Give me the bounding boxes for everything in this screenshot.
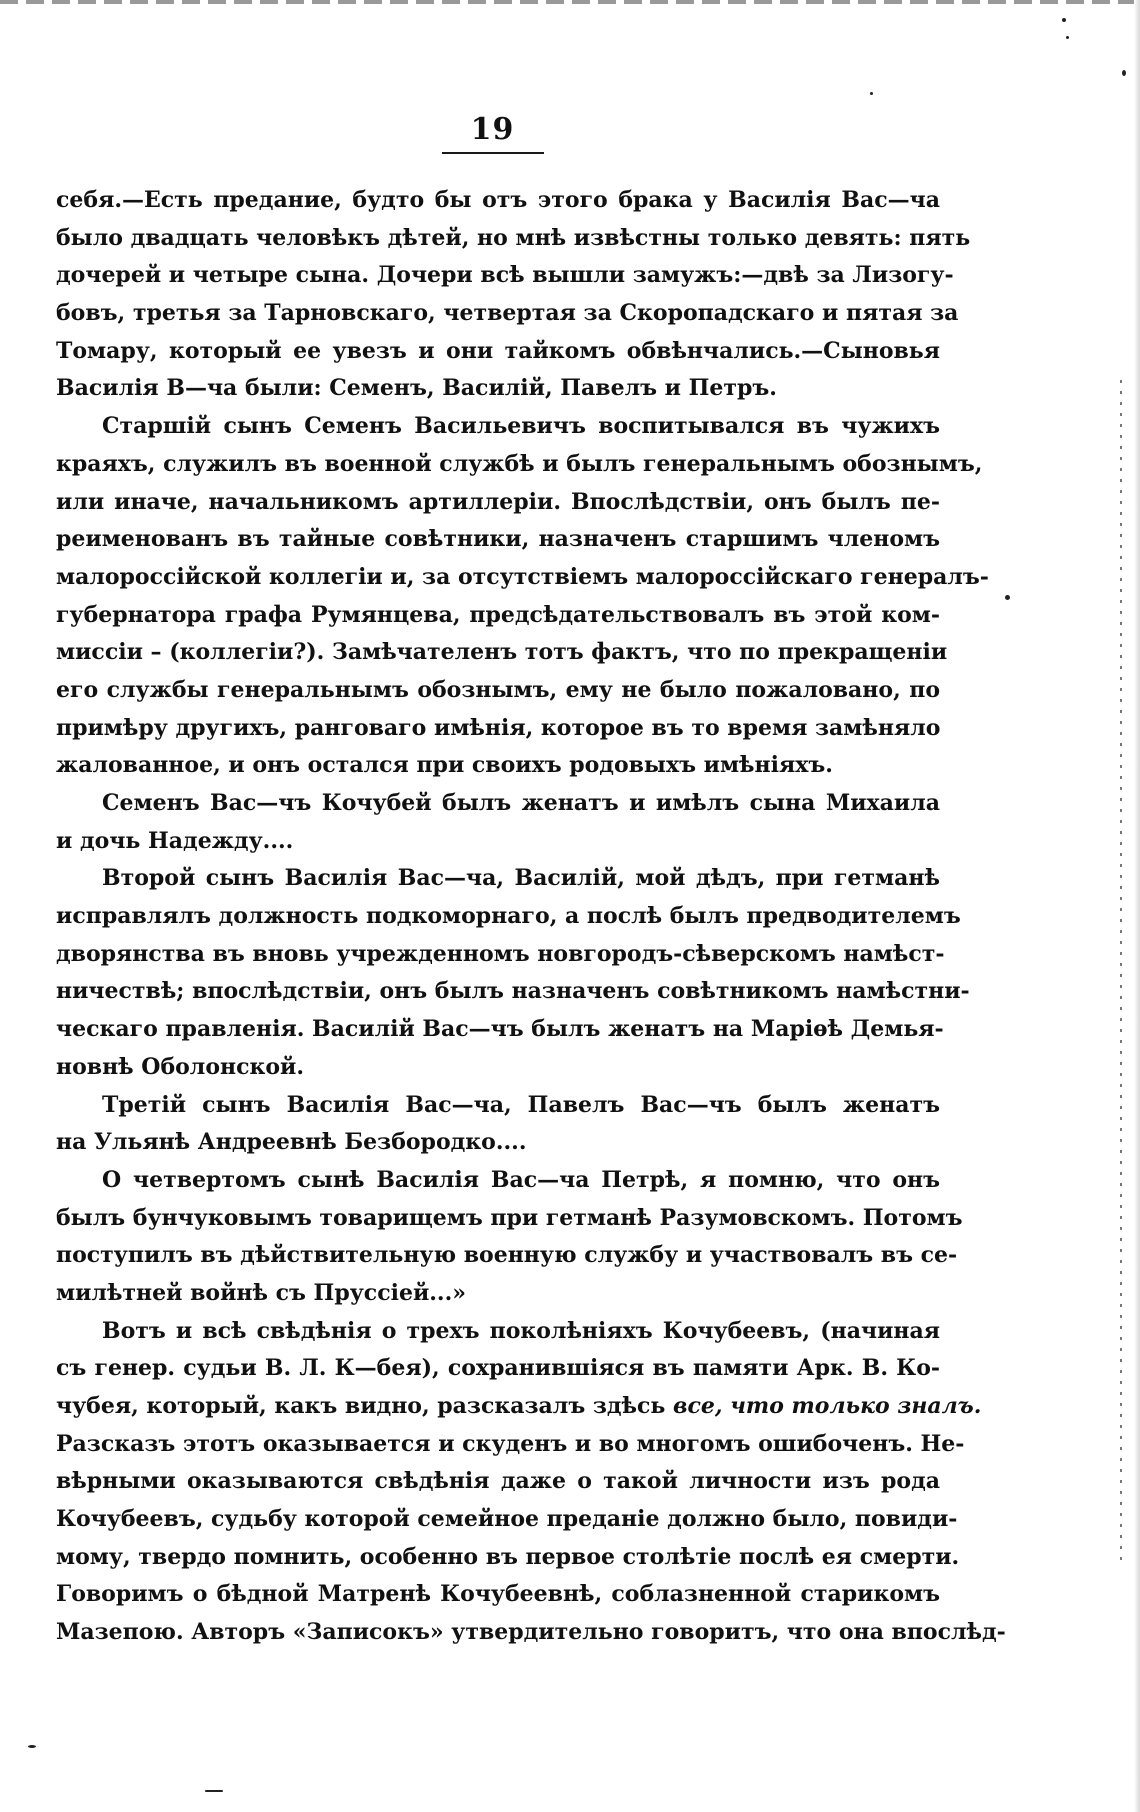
- text-line: ничествѣ; впослѣдствіи, онъ былъ назначенъ совѣтникомъ намѣстни-: [56, 978, 970, 1005]
- scan-speck: [205, 1790, 223, 1792]
- text-line: дочерей и четыре сына. Дочери всѣ вышли замужъ:—двѣ за Лизогу-: [56, 262, 954, 289]
- text-line: примѣру другихъ, ранговаго имѣнія, которое въ то время замѣняло: [56, 714, 941, 741]
- text-line: Томару, который ее увезъ и они тайкомъ обвѣнчались.—Сыновья: [56, 337, 940, 364]
- text-line: ческаго правленія. Василій Вас—чъ былъ женатъ на Маріѳѣ Демья-: [56, 1016, 944, 1043]
- text-line: Говоримъ о бѣдной Матренѣ Кочубеевнѣ, соблазненной старикомъ: [56, 1581, 940, 1608]
- text-segment: чубея, который, какъ видно, разсказалъ здѣсь: [56, 1393, 666, 1419]
- scan-speck: [870, 92, 873, 95]
- page-number-underline: [442, 152, 544, 154]
- text-line: малороссійской коллегіи и, за отсутствіемъ малороссійскаго генералъ-: [56, 563, 989, 590]
- text-line: былъ бунчуковымъ товарищемъ при гетманѣ Разумовскомъ. Потомъ: [56, 1204, 963, 1231]
- scan-top-edge: [0, 0, 1140, 4]
- text-line: Семенъ Вас—чъ Кочубей былъ женатъ и имѣлъ сына Михаила: [102, 790, 940, 816]
- scan-right-edge: [1134, 0, 1140, 1812]
- text-line: или иначе, начальникомъ артиллеріи. Впослѣдствіи, онъ былъ пе-: [56, 488, 940, 515]
- text-line: исправлялъ должность подкоморнаго, а послѣ былъ предводителемъ: [56, 903, 961, 930]
- text-line: реименованъ въ тайные совѣтники, назначенъ старшимъ членомъ: [56, 526, 940, 553]
- text-line: Третій сынъ Василія Вас—ча, Павелъ Вас—чъ былъ женатъ: [102, 1091, 940, 1118]
- scan-speck: [1066, 36, 1069, 39]
- scan-speck: [1005, 595, 1010, 600]
- emphasized-text: все, что только зналъ.: [673, 1393, 982, 1419]
- text-line: О четвертомъ сынѣ Василія Вас—ча Петрѣ, я помню, что онъ: [102, 1166, 940, 1193]
- text-line: Вотъ и всѣ свѣдѣнія о трехъ поколѣніяхъ Кочубеевъ, (начиная: [102, 1317, 940, 1344]
- text-line: себя.—Есть предание, будто бы отъ этого брака у Василія Вас—ча: [56, 187, 940, 213]
- text-line: на Ульянѣ Андреевнѣ Безбородко....: [56, 1129, 527, 1156]
- text-line: Разсказъ этотъ оказывается и скуденъ и во многомъ ошибоченъ. Не-: [56, 1430, 965, 1457]
- text-line: милѣтней войнѣ съ Пруссіей...»: [56, 1279, 466, 1306]
- body-text: [56, 182, 1006, 1652]
- text-line: миссіи – (коллегіи?). Замѣчателенъ тотъ фактъ, что по прекращеніи: [56, 639, 948, 666]
- text-line: дворянства въ вновь учрежденномъ новгородъ-сѣверскомъ намѣст-: [56, 940, 945, 967]
- text-line: Мазепою. Авторъ «Записокъ» утвердительно говоритъ, что она впослѣд-: [56, 1619, 1006, 1646]
- text-line: жалованное, и онъ остался при своихъ родовыхъ имѣніяхъ.: [56, 752, 833, 779]
- scan-speck: [1062, 18, 1066, 22]
- text-line: бовъ, третья за Тарновскаго, четвертая за Скоропадскаго и пятая за: [56, 300, 959, 327]
- text-line: было двадцать человѣкъ дѣтей, но мнѣ извѣстны только девять: пять: [56, 224, 971, 251]
- text-line: вѣрными оказываются свѣдѣнія даже о такой личности изъ рода: [56, 1468, 940, 1495]
- text-line: Второй сынъ Василія Вас—ча, Василій, мой дѣдъ, при гетманѣ: [102, 865, 940, 892]
- page-number: 19: [470, 112, 515, 147]
- text-line: губернатора графа Румянцева, предсѣдательствовалъ въ этой ком-: [56, 601, 940, 628]
- scan-margin-dots: [1120, 380, 1122, 1560]
- text-line: съ генер. судьи В. Л. К—бея), сохранившіяся въ памяти Арк. В. Ко-: [56, 1355, 940, 1382]
- scan-speck: [28, 1745, 36, 1748]
- text-line: его службы генеральнымъ обознымъ, ему не было пожаловано, по: [56, 676, 940, 703]
- text-line: Василія В—ча были: Семенъ, Василій, Павелъ и Петръ.: [56, 375, 777, 402]
- text-line: поступилъ въ дѣйствительную военную службу и участвовалъ въ се-: [56, 1242, 958, 1269]
- text-line: Кочубеевъ, судьбу которой семейное преданіе должно было, повиди-: [56, 1506, 958, 1533]
- text-line: и дочь Надежду....: [56, 827, 294, 854]
- text-line: [56, 1388, 982, 1426]
- text-line: Старшій сынъ Семенъ Васильевичъ воспитывался въ чужихъ: [102, 413, 940, 440]
- text-line: краяхъ, служилъ въ военной службѣ и былъ генеральнымъ обознымъ,: [56, 450, 983, 477]
- text-line: новнѣ Оболонской.: [56, 1053, 305, 1080]
- text-line: мому, твердо помнить, особенно въ первое столѣтіе послѣ ея смерти.: [56, 1543, 960, 1570]
- scan-speck: [1122, 70, 1126, 76]
